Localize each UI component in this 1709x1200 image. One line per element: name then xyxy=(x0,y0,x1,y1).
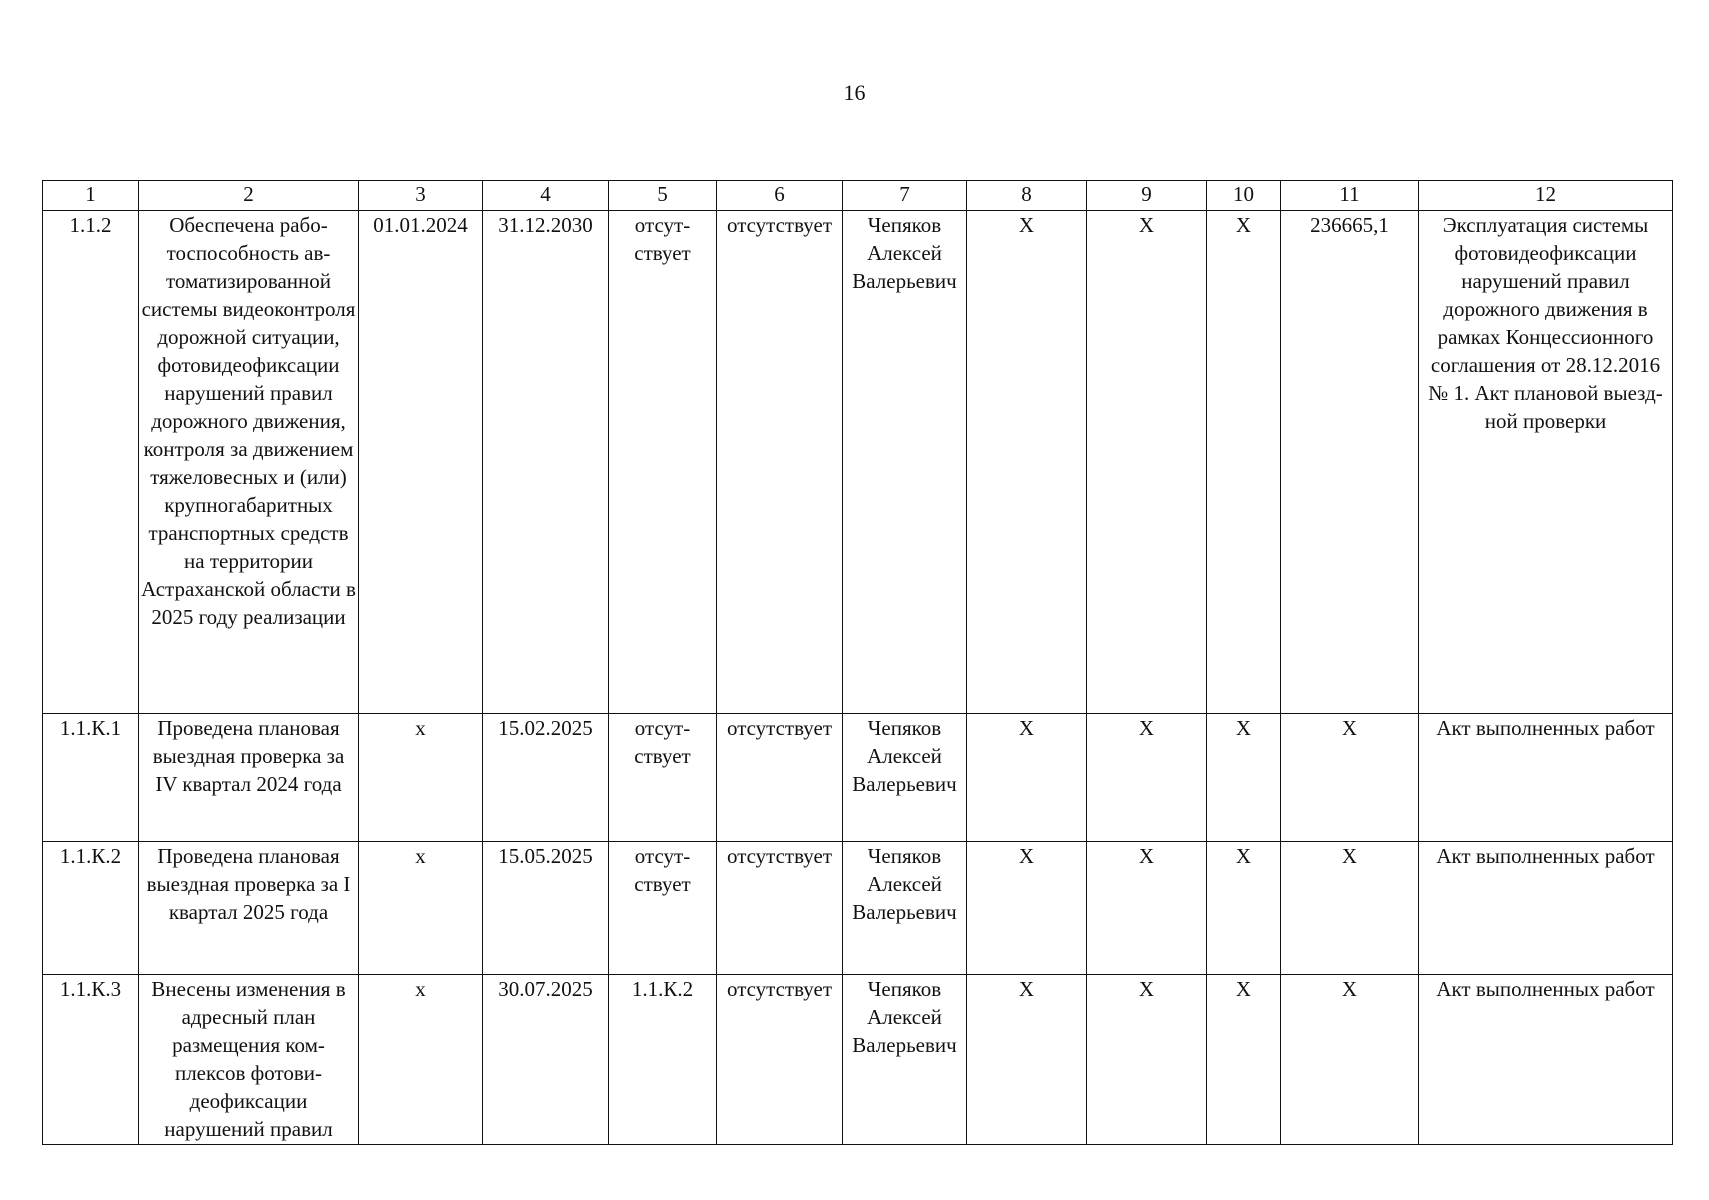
row-document: Акт выполненных работ xyxy=(1419,975,1673,1145)
row-id: 1.1.К.3 xyxy=(43,975,139,1145)
row-col6: отсутствует xyxy=(717,714,843,842)
row-col5: отсутствует xyxy=(609,211,717,714)
row-col6: отсутствует xyxy=(717,842,843,975)
row-col11: X xyxy=(1281,842,1419,975)
row-responsible: Чепяков Алексей Валерьевич xyxy=(843,842,967,975)
row-col8: X xyxy=(967,842,1087,975)
col-header-12: 12 xyxy=(1419,181,1673,211)
row-col8: X xyxy=(967,714,1087,842)
row-col9: X xyxy=(1087,842,1207,975)
page-number: 16 xyxy=(843,80,866,105)
col-header-8: 8 xyxy=(967,181,1087,211)
row-col11: 236665,1 xyxy=(1281,211,1419,714)
row-responsible: Чепяков Алексей Валерьевич xyxy=(843,211,967,714)
row-description: Проведена плановая выездная проверка за IV квартал 2024 года xyxy=(139,714,359,842)
col-header-1: 1 xyxy=(43,181,139,211)
row-id: 1.1.К.2 xyxy=(43,842,139,975)
row-col10: X xyxy=(1207,842,1281,975)
row-id: 1.1.2 xyxy=(43,211,139,714)
row-document: Акт выполненных работ xyxy=(1419,842,1673,975)
row-id: 1.1.К.1 xyxy=(43,714,139,842)
row-col10: X xyxy=(1207,975,1281,1145)
row-end-date: 30.07.2025 xyxy=(483,975,609,1145)
row-description: Обеспечена работоспособность автоматизированной системы видеоконтроля дорожной ситуации, фотовидеофиксации нарушений правил дорожного движения, контроля за движением тяжеловесных и (или) крупногабаритных транспортных средств на территории Астраханской области в 2025 году реализации xyxy=(139,211,359,714)
row-col8: X xyxy=(967,211,1087,714)
row-responsible: Чепяков Алексей Валерьевич xyxy=(843,975,967,1145)
row-start-date: х xyxy=(359,714,483,842)
col-header-5: 5 xyxy=(609,181,717,211)
row-col6: отсутствует xyxy=(717,975,843,1145)
header-row xyxy=(43,181,1673,211)
row-col9: X xyxy=(1087,211,1207,714)
row-col10: X xyxy=(1207,714,1281,842)
row-description: Внесены изменения в адресный план размещения комплексов фотовидеофиксации нарушений правил xyxy=(139,975,359,1145)
table-row xyxy=(43,211,1673,714)
table-row xyxy=(43,714,1673,842)
table-row xyxy=(43,975,1673,1145)
col-header-10: 10 xyxy=(1207,181,1281,211)
row-col11: X xyxy=(1281,975,1419,1145)
row-col6: отсутствует xyxy=(717,211,843,714)
row-document: Эксплуатация системы фотовидеофиксации нарушений правил дорожного движения в рамках Концессионного соглашения от 28.12.2016 № 1. Акт плановой выездной проверки xyxy=(1419,211,1673,714)
row-col8: X xyxy=(967,975,1087,1145)
row-start-date: х xyxy=(359,975,483,1145)
row-document: Акт выполненных работ xyxy=(1419,714,1673,842)
col-header-9: 9 xyxy=(1087,181,1207,211)
col-header-4: 4 xyxy=(483,181,609,211)
row-end-date: 15.05.2025 xyxy=(483,842,609,975)
row-description: Проведена плановая выездная проверка за I квартал 2025 года xyxy=(139,842,359,975)
row-col9: X xyxy=(1087,975,1207,1145)
row-col11: X xyxy=(1281,714,1419,842)
row-col5: отсутствует xyxy=(609,714,717,842)
row-start-date: х xyxy=(359,842,483,975)
plan-table xyxy=(42,180,1673,1145)
table-row xyxy=(43,842,1673,975)
col-header-7: 7 xyxy=(843,181,967,211)
row-end-date: 15.02.2025 xyxy=(483,714,609,842)
row-col9: X xyxy=(1087,714,1207,842)
col-header-2: 2 xyxy=(139,181,359,211)
row-col5: отсутствует xyxy=(609,842,717,975)
col-header-11: 11 xyxy=(1281,181,1419,211)
col-header-3: 3 xyxy=(359,181,483,211)
row-col5: 1.1.К.2 xyxy=(609,975,717,1145)
col-header-6: 6 xyxy=(717,181,843,211)
row-start-date: 01.01.2024 xyxy=(359,211,483,714)
row-col10: X xyxy=(1207,211,1281,714)
row-end-date: 31.12.2030 xyxy=(483,211,609,714)
row-responsible: Чепяков Алексей Валерьевич xyxy=(843,714,967,842)
